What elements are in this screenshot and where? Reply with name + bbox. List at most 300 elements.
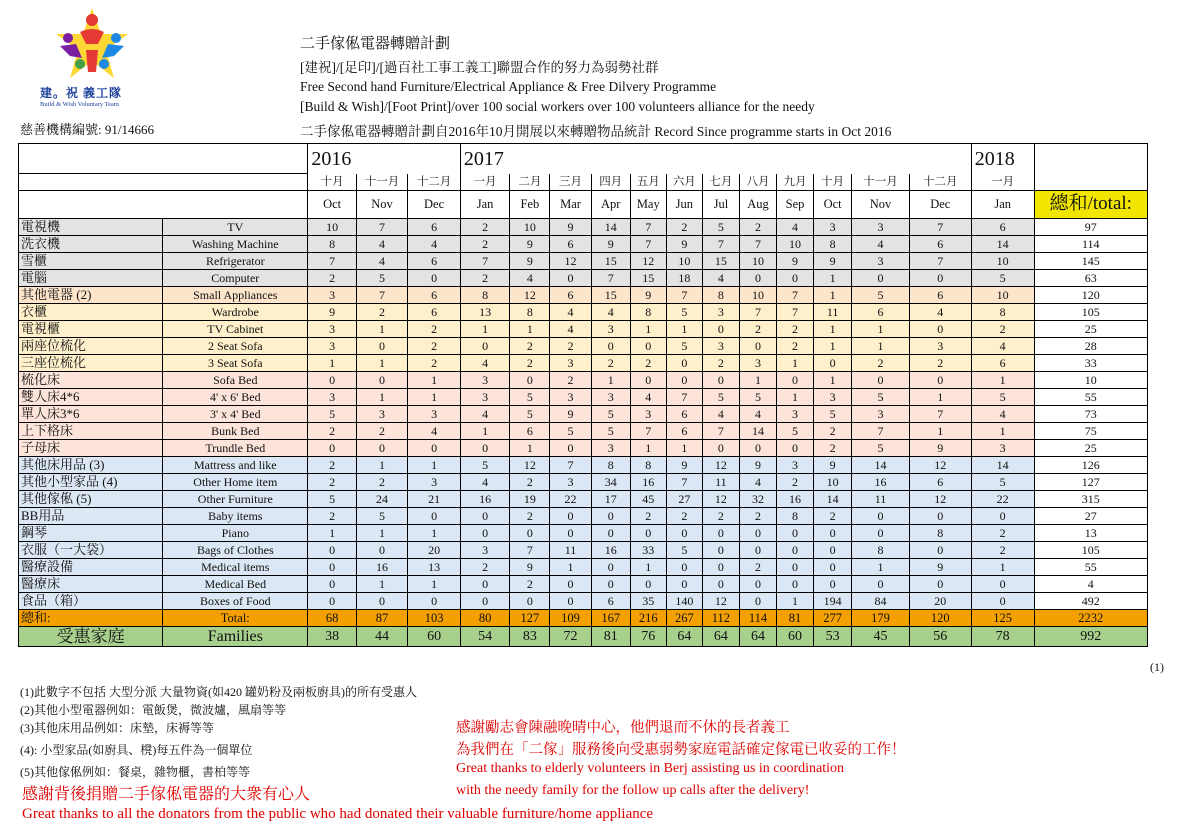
month-value: 7 [630,235,666,252]
month-value: 2 [971,524,1034,541]
thanks-donors-cn: 感謝背後捐贈二手傢俬電器的大衆有心人 [22,786,311,803]
item-name-en: 4' x 6' Bed [163,388,308,405]
month-value: 5 [510,405,550,422]
row-total: 13 [1034,524,1147,541]
month-en-10: Aug [739,190,776,218]
month-value: 68 [308,609,356,626]
month-cn-3: 一月 [460,174,509,191]
month-value: 7 [739,303,776,320]
month-value: 127 [510,609,550,626]
table-row [19,541,1148,558]
month-value: 1 [630,558,666,575]
month-value: 0 [460,524,509,541]
table-row [19,252,1148,269]
row-total: 127 [1034,473,1147,490]
month-value: 3 [702,337,739,354]
table-row [19,320,1148,337]
month-value: 1 [971,422,1034,439]
logo-name-en: Build & Wish Voluntary Team [40,101,119,108]
month-value: 15 [630,269,666,286]
month-value: 6 [510,422,550,439]
month-value: 8 [630,303,666,320]
month-value: 5 [591,422,630,439]
month-en-3: Jan [460,190,509,218]
item-name-cn: 醫療床 [19,575,163,592]
month-value: 0 [550,439,591,456]
month-value: 32 [739,490,776,507]
month-value: 1 [591,371,630,388]
month-value: 45 [852,626,910,646]
month-value: 12 [909,456,971,473]
item-name-cn: 洗衣機 [19,235,163,252]
item-name-en: Total: [163,609,308,626]
thanks-volunteers-cn-1: 感謝勵志會陳融晚晴中心，他們退而不休的長者義工 [456,720,790,736]
month-value: 7 [356,286,407,303]
month-value: 2 [460,218,509,235]
row-total: 114 [1034,235,1147,252]
month-value: 4 [408,235,461,252]
month-value: 267 [666,609,702,626]
month-value: 2 [739,558,776,575]
table-row [19,456,1148,473]
month-value: 9 [814,456,852,473]
item-name-en: Bags of Clothes [163,541,308,558]
month-value: 0 [550,575,591,592]
month-value: 8 [852,541,910,558]
month-value: 1 [460,422,509,439]
item-name-en: Computer [163,269,308,286]
month-value: 7 [909,218,971,235]
month-value: 0 [702,371,739,388]
month-value: 3 [408,473,461,490]
month-value: 7 [666,473,702,490]
month-value: 9 [814,252,852,269]
month-value: 9 [909,439,971,456]
month-value: 0 [777,439,814,456]
month-value: 2 [510,507,550,524]
month-value: 0 [591,524,630,541]
month-value: 0 [356,592,407,609]
month-value: 6 [550,235,591,252]
table-row [19,558,1148,575]
month-value: 2 [510,575,550,592]
month-value: 3 [460,371,509,388]
item-name-cn: 上下格床 [19,422,163,439]
month-value: 80 [460,609,509,626]
month-value: 0 [308,575,356,592]
month-value: 0 [550,269,591,286]
row-total: 105 [1034,541,1147,558]
table-row [19,371,1148,388]
month-value: 2 [550,337,591,354]
month-value: 3 [777,405,814,422]
month-value: 7 [777,286,814,303]
month-value: 2 [510,354,550,371]
month-value: 12 [510,286,550,303]
month-value: 11 [852,490,910,507]
month-value: 21 [408,490,461,507]
month-value: 1 [630,439,666,456]
month-value: 6 [971,218,1034,235]
month-en-9: Jul [702,190,739,218]
thanks-donors-en: Great thanks to all the donators from the public who had donated their valuable furniture/home appliance [22,806,654,822]
month-value: 34 [591,473,630,490]
month-value: 0 [308,558,356,575]
month-value: 0 [510,524,550,541]
month-value: 5 [356,269,407,286]
month-value: 16 [591,541,630,558]
item-name-cn: 其他傢俬 (5) [19,490,163,507]
note-4: (4): 小型家品(如廚具、櫈)每五件為一個單位 [20,743,253,757]
month-value: 0 [739,439,776,456]
month-value: 125 [971,609,1034,626]
month-cn-11: 九月 [777,174,814,191]
month-value: 3 [308,320,356,337]
month-value: 2 [630,354,666,371]
month-value: 0 [777,371,814,388]
month-value: 27 [666,490,702,507]
item-name-cn: 鋼琴 [19,524,163,541]
month-value: 1 [630,320,666,337]
month-en-15: Jan [971,190,1034,218]
month-value: 0 [356,337,407,354]
month-value: 2 [308,473,356,490]
month-value: 1 [814,286,852,303]
month-value: 2 [971,541,1034,558]
month-value: 3 [591,320,630,337]
month-cn-13: 十一月 [852,174,910,191]
month-value: 6 [408,303,461,320]
month-value: 2 [408,337,461,354]
row-total: 25 [1034,439,1147,456]
month-value: 3 [408,405,461,422]
month-value: 16 [630,473,666,490]
row-total: 4 [1034,575,1147,592]
month-value: 7 [666,286,702,303]
month-value: 2 [308,269,356,286]
month-value: 6 [909,286,971,303]
month-cn-7: 五月 [630,174,666,191]
month-cn-row [19,174,1148,191]
month-value: 5 [777,422,814,439]
month-value: 64 [739,626,776,646]
month-value: 60 [408,626,461,646]
row-total: 55 [1034,558,1147,575]
month-value: 4 [852,235,910,252]
month-value: 14 [591,218,630,235]
month-value: 9 [739,456,776,473]
month-value: 35 [630,592,666,609]
item-name-en: 2 Seat Sofa [163,337,308,354]
month-value: 5 [666,541,702,558]
table-row [19,490,1148,507]
month-value: 6 [852,303,910,320]
month-value: 2 [666,218,702,235]
month-value: 12 [909,490,971,507]
month-value: 12 [702,456,739,473]
month-value: 6 [408,218,461,235]
month-value: 13 [460,303,509,320]
month-value: 1 [356,575,407,592]
month-value: 0 [591,507,630,524]
month-value: 20 [408,541,461,558]
row-total: 75 [1034,422,1147,439]
month-value: 0 [356,439,407,456]
month-value: 2 [356,422,407,439]
month-en-2: Dec [408,190,461,218]
month-value: 2 [408,320,461,337]
month-value: 1 [971,558,1034,575]
month-value: 3 [591,388,630,405]
month-value: 1 [408,524,461,541]
month-value: 72 [550,626,591,646]
month-value: 22 [971,490,1034,507]
year-header-row [19,144,1148,174]
item-name-cn: 電視櫃 [19,320,163,337]
month-value: 1 [971,371,1034,388]
month-value: 16 [852,473,910,490]
month-value: 2 [460,558,509,575]
month-cn-4: 二月 [510,174,550,191]
month-value: 9 [510,558,550,575]
item-name-en: Trundle Bed [163,439,308,456]
month-value: 9 [510,235,550,252]
month-value: 2 [852,354,910,371]
month-value: 4 [408,422,461,439]
month-value: 4 [909,303,971,320]
item-name-en: Boxes of Food [163,592,308,609]
month-value: 0 [909,541,971,558]
month-value: 12 [510,456,550,473]
month-value: 2 [510,337,550,354]
month-value: 0 [702,439,739,456]
table-row [19,337,1148,354]
month-value: 1 [852,337,910,354]
month-value: 9 [308,303,356,320]
year-2016: 2016 [308,144,460,174]
month-value: 0 [739,541,776,558]
table-row [19,507,1148,524]
month-value: 4 [356,235,407,252]
month-value: 8 [814,235,852,252]
month-value: 15 [591,286,630,303]
month-cn-2: 十二月 [408,174,461,191]
month-value: 120 [909,609,971,626]
month-value: 3 [550,388,591,405]
thanks-volunteers-en-2: with the needy family for the follow up calls after the delivery! [456,783,810,798]
row-total: 315 [1034,490,1147,507]
month-value: 1 [510,439,550,456]
item-name-en: Small Appliances [163,286,308,303]
month-value: 0 [909,269,971,286]
month-value: 8 [630,456,666,473]
month-value: 3 [460,388,509,405]
month-value: 2 [591,354,630,371]
note-2: (2)其他小型電器例如：電飯煲，微波爐，風扇等等 [20,703,286,717]
month-value: 16 [460,490,509,507]
month-value: 8 [308,235,356,252]
month-value: 0 [591,575,630,592]
month-value: 0 [666,371,702,388]
month-value: 0 [739,524,776,541]
month-value: 2 [777,337,814,354]
month-value: 8 [971,303,1034,320]
month-value: 9 [777,252,814,269]
month-cn-12: 十月 [814,174,852,191]
month-value: 0 [591,337,630,354]
month-value: 0 [408,592,461,609]
month-value: 0 [702,558,739,575]
month-value: 0 [814,541,852,558]
month-value: 0 [666,575,702,592]
month-value: 4 [739,473,776,490]
month-value: 6 [408,252,461,269]
month-value: 2 [702,354,739,371]
month-value: 2 [777,320,814,337]
month-value: 103 [408,609,461,626]
month-value: 0 [777,524,814,541]
month-value: 14 [739,422,776,439]
month-value: 0 [702,524,739,541]
item-name-cn: 電腦 [19,269,163,286]
month-value: 3 [777,456,814,473]
month-value: 4 [460,354,509,371]
month-value: 3 [852,218,910,235]
month-value: 1 [550,558,591,575]
month-value: 0 [666,524,702,541]
month-value: 0 [852,507,910,524]
month-value: 3 [852,252,910,269]
month-value: 0 [550,592,591,609]
table-row [19,592,1148,609]
month-value: 0 [630,575,666,592]
month-cn-15: 一月 [971,174,1034,191]
month-value: 0 [308,371,356,388]
month-value: 1 [308,524,356,541]
month-value: 5 [666,337,702,354]
month-value: 2 [739,320,776,337]
month-value: 8 [702,286,739,303]
month-value: 2 [510,473,550,490]
item-name-cn: 其他電器 (2) [19,286,163,303]
month-value: 38 [308,626,356,646]
month-value: 5 [852,388,910,405]
month-value: 6 [591,592,630,609]
month-cn-8: 六月 [666,174,702,191]
month-value: 2 [777,473,814,490]
row-total: 10 [1034,371,1147,388]
month-value: 6 [408,286,461,303]
month-en-13: Nov [852,190,910,218]
month-value: 6 [666,405,702,422]
month-value: 5 [702,218,739,235]
month-value: 15 [702,252,739,269]
month-value: 7 [356,218,407,235]
month-cn-1: 十一月 [356,174,407,191]
month-value: 3 [702,303,739,320]
month-value: 16 [777,490,814,507]
month-value: 0 [702,320,739,337]
month-value: 2 [356,303,407,320]
item-name-en: Medical Bed [163,575,308,592]
month-value: 5 [356,507,407,524]
month-value: 0 [909,371,971,388]
row-total: 105 [1034,303,1147,320]
table-row [19,286,1148,303]
month-value: 1 [909,422,971,439]
month-value: 0 [971,592,1034,609]
month-value: 60 [777,626,814,646]
month-value: 3 [971,439,1034,456]
row-total: 73 [1034,405,1147,422]
month-value: 4 [777,218,814,235]
month-value: 109 [550,609,591,626]
month-value: 8 [909,524,971,541]
month-value: 0 [630,337,666,354]
month-value: 3 [308,286,356,303]
month-value: 10 [666,252,702,269]
item-name-en: Bunk Bed [163,422,308,439]
table-row [19,218,1148,235]
month-value: 3 [814,218,852,235]
month-value: 2 [308,456,356,473]
month-value: 0 [739,592,776,609]
month-value: 2 [814,439,852,456]
month-value: 2 [909,354,971,371]
month-value: 19 [510,490,550,507]
month-value: 0 [777,575,814,592]
month-value: 33 [630,541,666,558]
month-value: 14 [971,235,1034,252]
month-value: 1 [666,439,702,456]
month-value: 0 [308,439,356,456]
month-cn-0: 十月 [308,174,356,191]
month-value: 64 [666,626,702,646]
item-name-en: Refrigerator [163,252,308,269]
table-row [19,235,1148,252]
month-value: 0 [971,507,1034,524]
month-value: 10 [739,286,776,303]
month-value: 11 [550,541,591,558]
month-value: 1 [510,320,550,337]
month-cn-10: 八月 [739,174,776,191]
row-total: 55 [1034,388,1147,405]
month-value: 6 [909,473,971,490]
month-en-4: Feb [510,190,550,218]
month-value: 10 [510,218,550,235]
month-value: 0 [460,439,509,456]
row-total: 2232 [1034,609,1147,626]
month-value: 5 [460,456,509,473]
month-value: 3 [852,405,910,422]
item-name-en: Mattress and like [163,456,308,473]
month-value: 1 [814,337,852,354]
total-header: 總和/total: [1034,190,1147,218]
item-name-cn: 雪櫃 [19,252,163,269]
month-value: 53 [814,626,852,646]
month-value: 5 [971,269,1034,286]
month-value: 0 [408,439,461,456]
month-value: 5 [666,303,702,320]
row-total: 992 [1034,626,1147,646]
month-value: 0 [666,558,702,575]
month-value: 1 [666,320,702,337]
item-name-en: Washing Machine [163,235,308,252]
row-total: 33 [1034,354,1147,371]
month-value: 7 [591,269,630,286]
month-value: 45 [630,490,666,507]
month-value: 8 [591,456,630,473]
